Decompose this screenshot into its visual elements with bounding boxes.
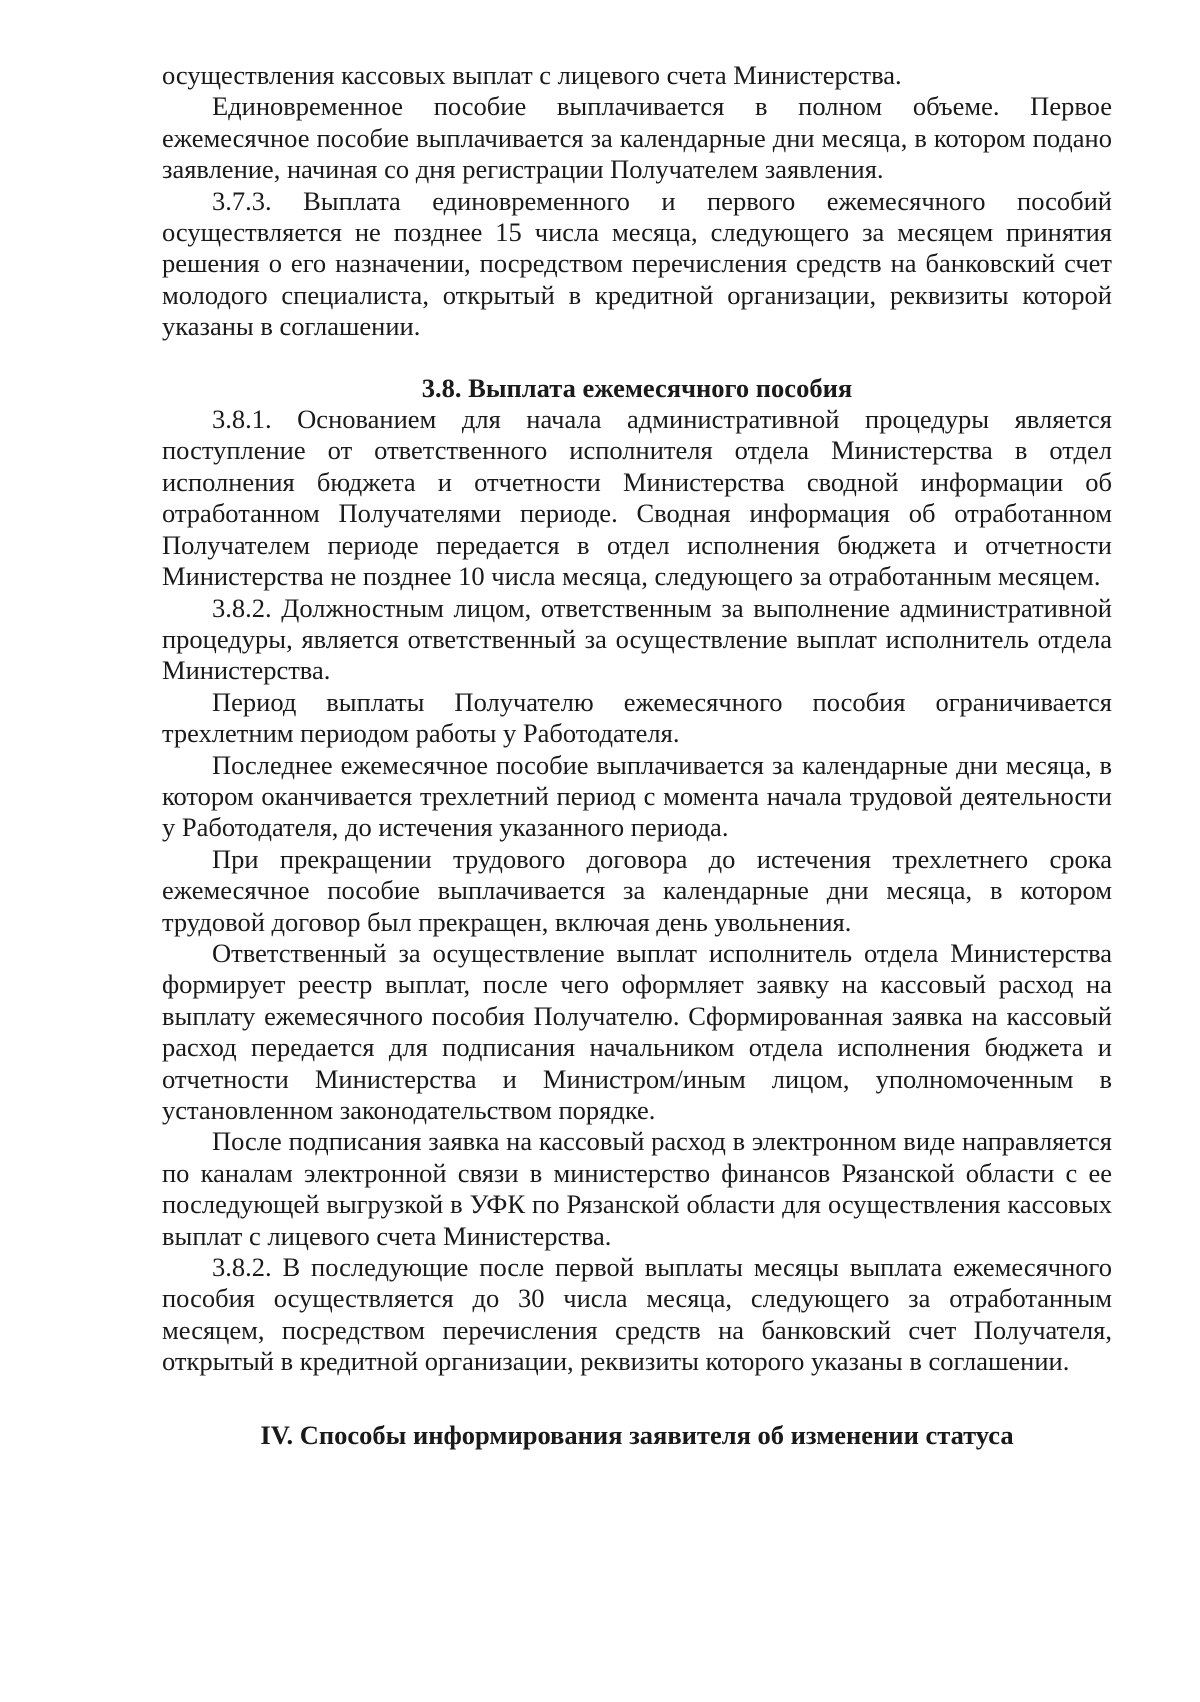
- paragraph-lump-sum-payment: Единовременное пособие выплачивается в полном объеме. Первое ежемесячное пособие выплачивается за календарные дни месяца, в котором подано заявление, начиная со дня регистрации Получателем заявления.: [162, 91, 1112, 185]
- paragraph-electronic-submission: После подписания заявка на кассовый расход в электронном виде направляется по каналам электронной связи в министерство финансов Рязанской области с ее последующей выгрузкой в УФК по Рязанской области для осуществления кассовых выплат с лицевого счета Министерства.: [162, 1126, 1112, 1251]
- paragraph-contract-termination: При прекращении трудового договора до истечения трехлетнего срока ежемесячное пособие выплачивается за календарные дни месяца, в котором трудовой договор был прекращен, включая день увольнения.: [162, 843, 1112, 937]
- paragraph-continuation: осуществления кассовых выплат с лицевого счета Министерства.: [162, 60, 902, 90]
- paragraph-payment-period: Период выплаты Получателю ежемесячного пособия ограничивается трехлетним периодом работы у Работодателя.: [162, 686, 1112, 749]
- paragraph-3-8-2-official: 3.8.2. Должностным лицом, ответственным за выполнение административной процедуры, является ответственный за осуществление выплат исполнитель отдела Министерства.: [162, 592, 1112, 686]
- paragraph-3-8-2-subsequent: 3.8.2. В последующие после первой выплаты месяцы выплата ежемесячного пособия осуществляется до 30 числа месяца, следующего за отработанным месяцем, посредством перечисления средств на банковский счет Получателя, открытый в кредитной организации, реквизиты которого указаны в соглашении.: [162, 1252, 1112, 1377]
- paragraph-3-7-3: 3.7.3. Выплата единовременного и первого ежемесячного пособий осуществляется не позднее 15 числа месяца, следующего за месяцем принятия решения о его назначении, посредством перечисления средств на банковский счет молодого специалиста, открытый в кредитной организации, реквизиты которой указаны в соглашении.: [162, 185, 1112, 342]
- paragraph-3-8-1: 3.8.1. Основанием для начала административной процедуры является поступление от ответственного исполнителя отдела Министерства в отдел исполнения бюджета и отчетности Министерства сводной информации об отработанном Получателями периоде. Сводная информация об отработанном Получателем периоде передается в отдел исполнения бюджета и отчетности Министерства не позднее 10 числа месяца, следующего за отработанным месяцем.: [162, 404, 1112, 592]
- document-body: [162, 60, 1112, 1451]
- section-heading-3-8: 3.8. Выплата ежемесячного пособия: [421, 372, 853, 403]
- paragraph-payment-registry: Ответственный за осуществление выплат исполнитель отдела Министерства формирует реестр выплат, после чего оформляет заявку на кассовый расход на выплату ежемесячного пособия Получателю. Сформированная заявка на кассовый расход передается для подписания начальником отдела исполнения бюджета и отчетности Министерства и Министром/иным лицом, уполномоченным в установленном законодательством порядке.: [162, 937, 1112, 1125]
- section-heading-iv: IV. Способы информирования заявителя об изменении статуса: [260, 1419, 1014, 1450]
- paragraph-last-payment: Последнее ежемесячное пособие выплачивается за календарные дни месяца, в котором оканчивается трехлетний период с момента начала трудовой деятельности у Работодателя, до истечения указанного периода.: [162, 749, 1112, 843]
